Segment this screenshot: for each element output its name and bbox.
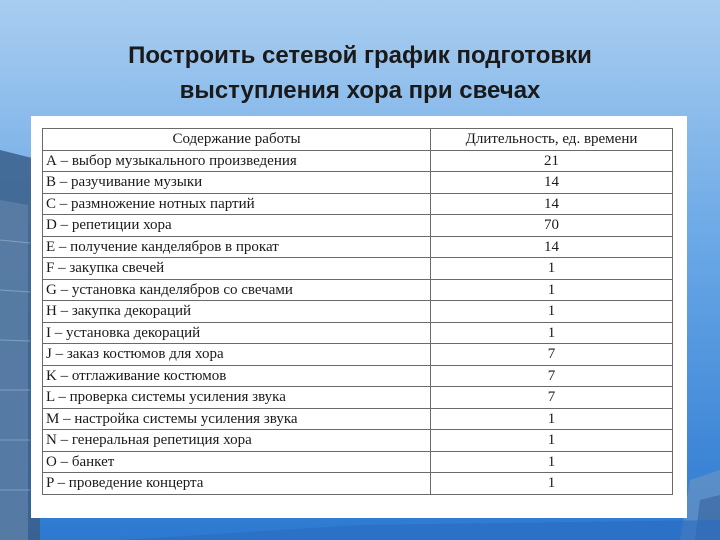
duration-cell: 7 <box>431 344 673 366</box>
work-cell: D – репетиции хора <box>43 215 431 237</box>
duration-cell: 1 <box>431 258 673 280</box>
work-cell: А – выбор музыкального произведения <box>43 150 431 172</box>
duration-cell: 1 <box>431 408 673 430</box>
table-header-row <box>43 129 673 151</box>
header-duration: Длительность, ед. времени <box>431 129 673 151</box>
table-row <box>43 365 673 387</box>
duration-cell: 7 <box>431 365 673 387</box>
work-duration-table <box>42 128 673 495</box>
duration-cell: 1 <box>431 322 673 344</box>
table-row <box>43 301 673 323</box>
duration-cell: 1 <box>431 430 673 452</box>
duration-cell: 1 <box>431 473 673 495</box>
table-row <box>43 172 673 194</box>
work-cell: С – размножение нотных партий <box>43 193 431 215</box>
work-cell: E – получение канделябров в прокат <box>43 236 431 258</box>
work-cell: В – разучивание музыки <box>43 172 431 194</box>
duration-cell: 21 <box>431 150 673 172</box>
table-row <box>43 430 673 452</box>
work-cell: H – закупка декораций <box>43 301 431 323</box>
table-row <box>43 344 673 366</box>
table-row <box>43 150 673 172</box>
work-cell: M – настройка системы усиления звука <box>43 408 431 430</box>
work-cell: K – отглаживание костюмов <box>43 365 431 387</box>
work-cell: G – установка канделябров со свечами <box>43 279 431 301</box>
table-row <box>43 473 673 495</box>
slide-title-line-1: Построить сетевой график подготовки <box>128 42 592 69</box>
duration-cell: 7 <box>431 387 673 409</box>
work-cell: I – установка декораций <box>43 322 431 344</box>
duration-cell: 1 <box>431 301 673 323</box>
work-cell: P – проведение концерта <box>43 473 431 495</box>
duration-cell: 1 <box>431 279 673 301</box>
table-card <box>31 116 687 518</box>
table-row <box>43 408 673 430</box>
table-row <box>43 215 673 237</box>
table-row <box>43 322 673 344</box>
work-cell: F – закупка свечей <box>43 258 431 280</box>
table-row <box>43 387 673 409</box>
table-row <box>43 193 673 215</box>
duration-cell: 14 <box>431 172 673 194</box>
duration-cell: 14 <box>431 236 673 258</box>
work-cell: L – проверка системы усиления звука <box>43 387 431 409</box>
slide-title <box>40 38 680 108</box>
table-row <box>43 236 673 258</box>
duration-cell: 1 <box>431 451 673 473</box>
work-cell: O – банкет <box>43 451 431 473</box>
table-row <box>43 451 673 473</box>
duration-cell: 14 <box>431 193 673 215</box>
work-cell: N – генеральная репетиция хора <box>43 430 431 452</box>
table-row <box>43 279 673 301</box>
duration-cell: 70 <box>431 215 673 237</box>
header-work-content: Содержание работы <box>43 129 431 151</box>
slide-title-line-2: выступления хора при свечах <box>179 77 541 104</box>
work-cell: J – заказ костюмов для хора <box>43 344 431 366</box>
table-row <box>43 258 673 280</box>
